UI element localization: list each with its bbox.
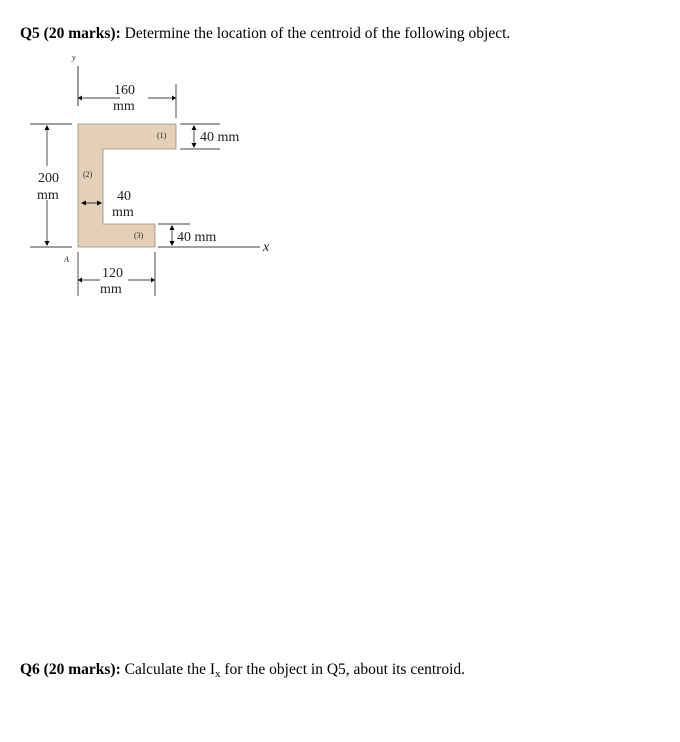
q6-text-before: Calculate the I — [120, 661, 215, 678]
dim-height-unit: mm — [37, 188, 59, 203]
part-3-label: (3) — [134, 231, 144, 240]
dim-bottom-unit: mm — [100, 282, 122, 297]
centroid-figure — [20, 48, 290, 308]
dim-bottom-thickness: 40 mm — [177, 230, 217, 245]
dim-height-value: 200 — [38, 171, 59, 186]
question-5 — [20, 24, 510, 44]
x-axis-label: x — [263, 240, 270, 255]
dim-top-value: 160 — [114, 83, 135, 98]
dim-top-thickness: 40 mm — [200, 130, 240, 145]
origin-label: A — [64, 255, 69, 264]
dim-bottom-value: 120 — [102, 266, 123, 281]
dim-web-value: 40 — [117, 189, 131, 204]
c-shape — [78, 124, 176, 247]
q6-text-after: for the object in Q5, about its centroid. — [220, 661, 465, 678]
dim-top-unit: mm — [113, 99, 135, 114]
q5-label: Q5 (20 marks): — [20, 25, 121, 42]
dim-web-unit: mm — [112, 205, 134, 220]
question-6 — [20, 660, 465, 684]
part-2-label: (2) — [83, 170, 93, 179]
y-axis-label: y — [72, 53, 76, 62]
q6-label: Q6 (20 marks): — [20, 661, 121, 678]
q6-subscript: x — [215, 668, 221, 680]
q5-text: Determine the location of the centroid of the following object. — [120, 25, 511, 42]
part-1-label: (1) — [157, 131, 167, 140]
